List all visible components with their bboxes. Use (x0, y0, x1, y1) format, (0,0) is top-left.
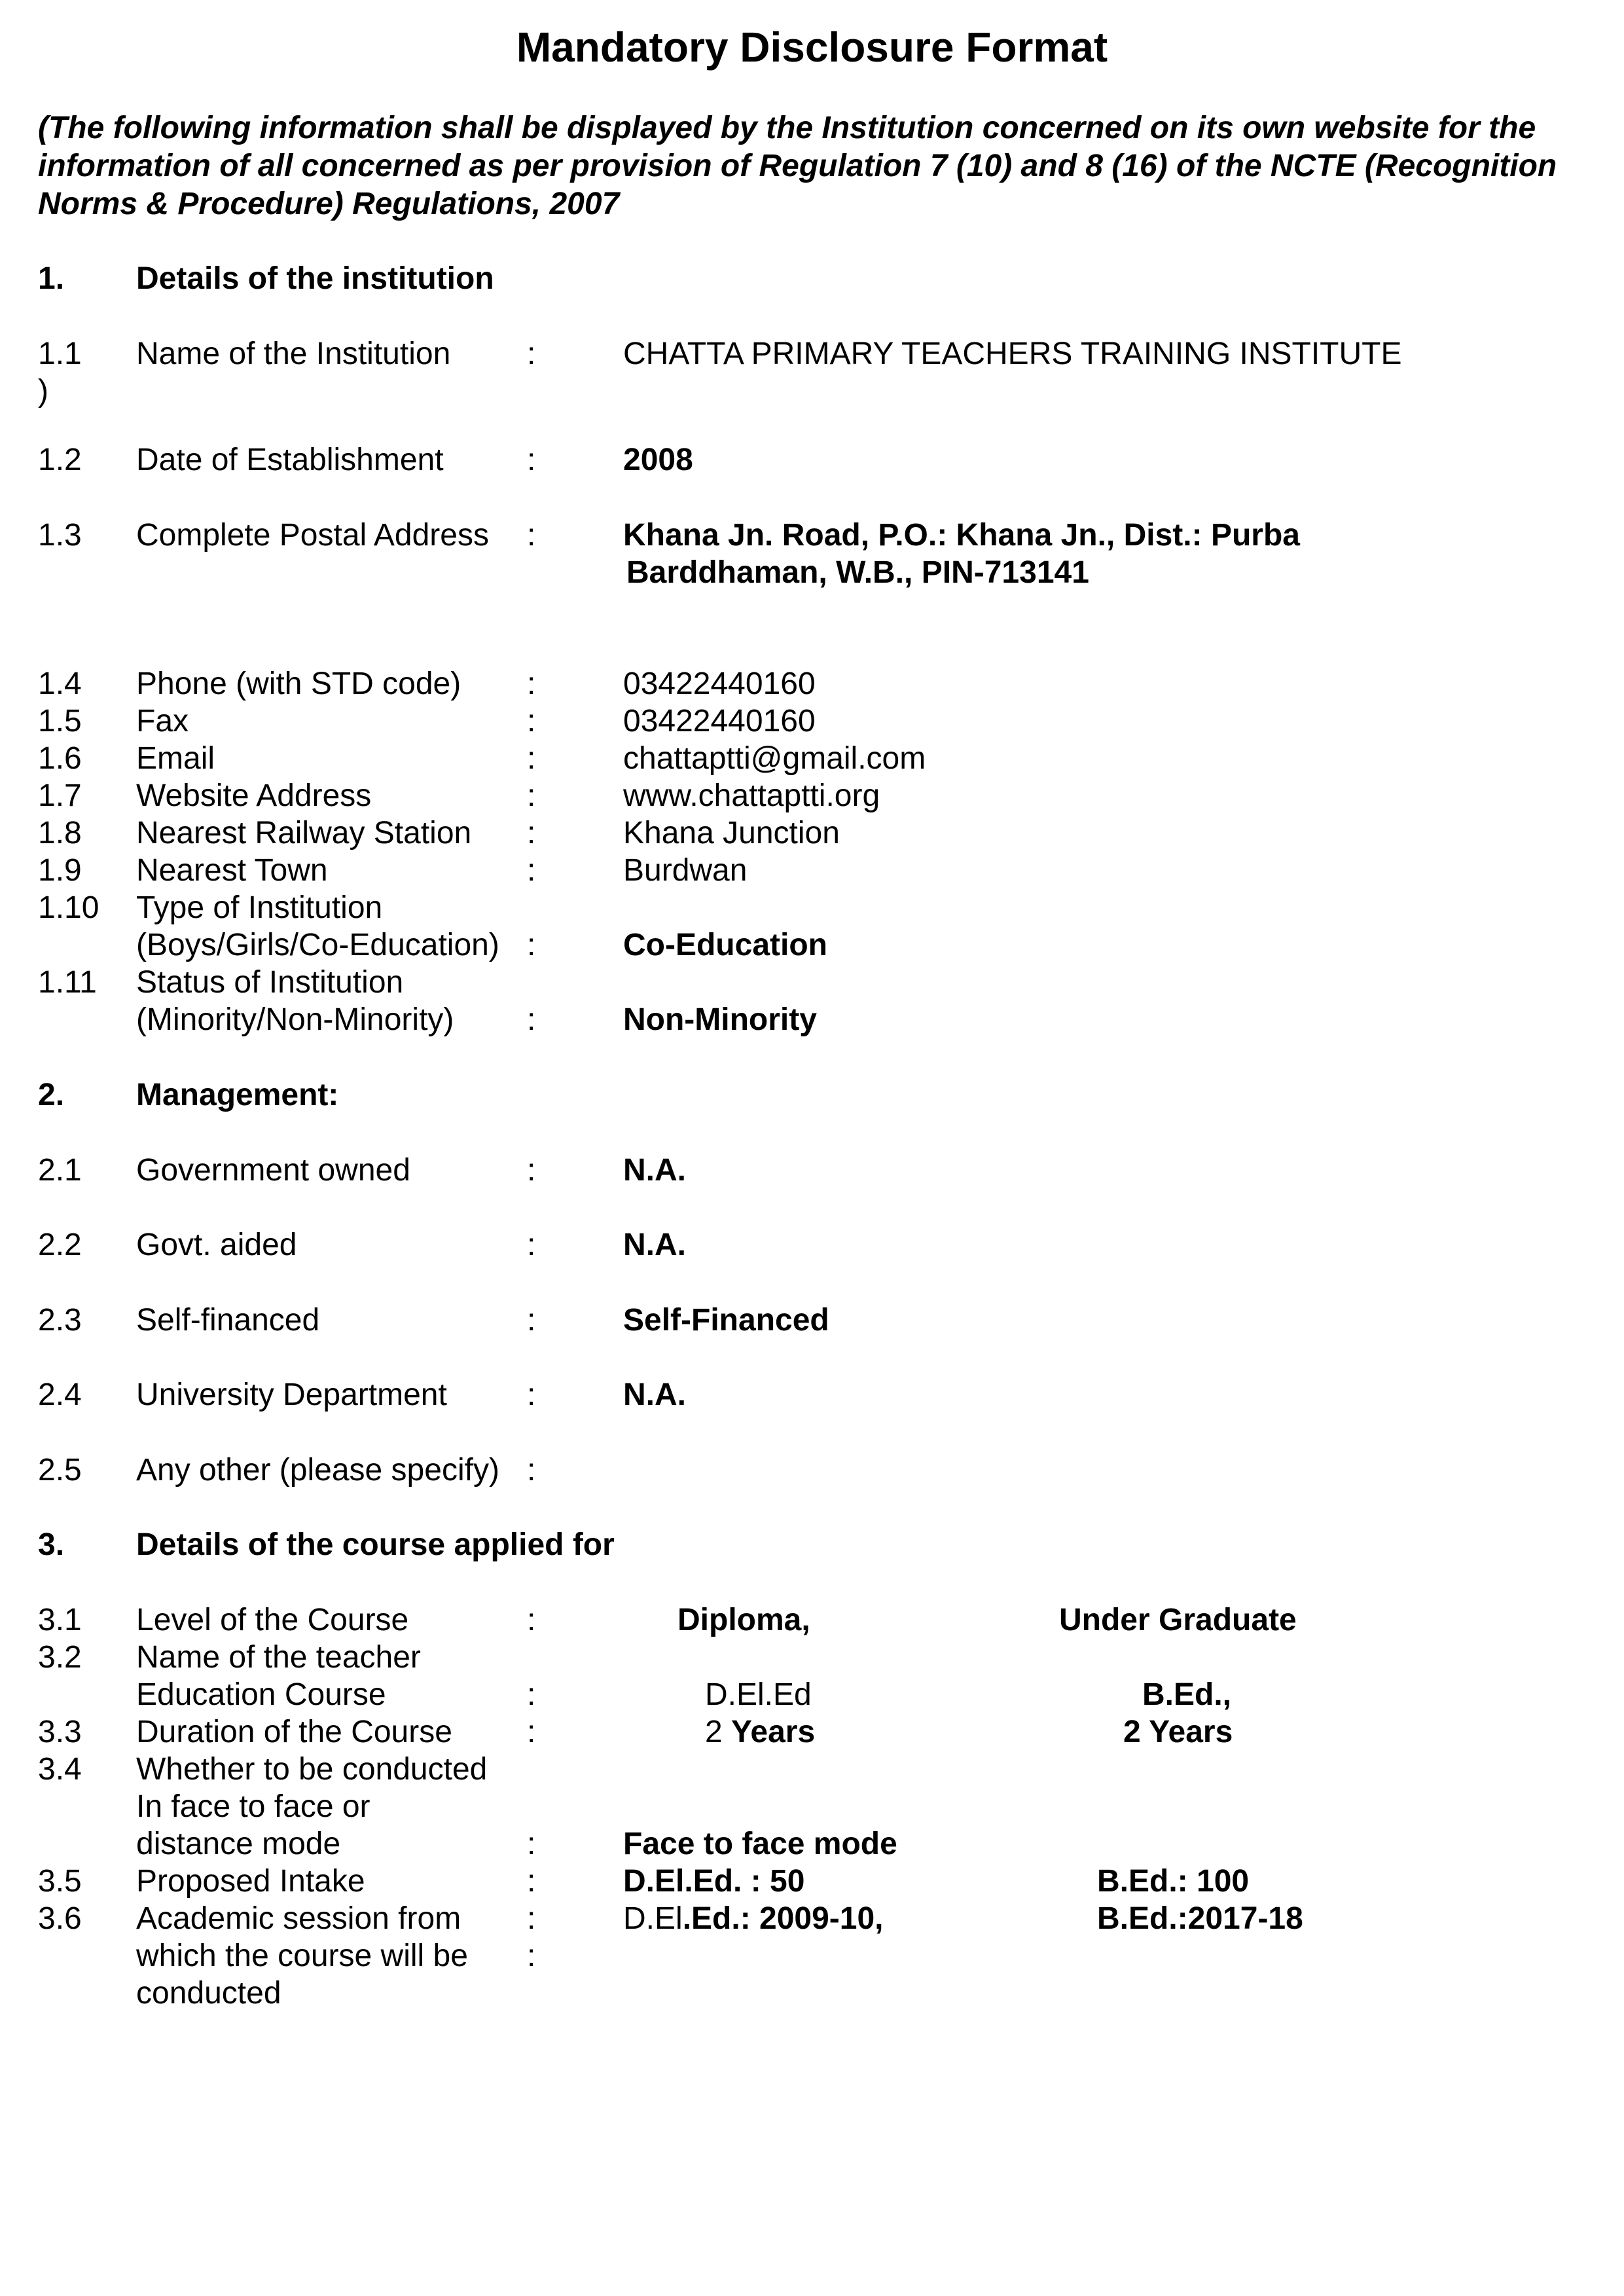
row-1-5-colon: : (527, 704, 536, 738)
row-1-4-label: Phone (with STD code) (136, 666, 461, 701)
duration-value-b: 2 Years (1123, 1715, 1233, 1749)
row-1-9-label: Nearest Town (136, 853, 328, 888)
govt-owned-value: N.A. (623, 1153, 686, 1188)
row-3-3-number: 3.3 (38, 1715, 82, 1749)
row-3-2-number: 3.2 (38, 1640, 82, 1675)
row-2-1-colon: : (527, 1153, 536, 1188)
fax-value: 03422440160 (623, 704, 816, 738)
intro-line-1: (The following information shall be displayed by the Institution concerned on its own website for the (38, 111, 1536, 145)
row-1-4-colon: : (527, 666, 536, 701)
row-3-2-label-line-1: Name of the teacher (136, 1640, 421, 1675)
row-3-4-label-line-2: In face to face or (136, 1789, 370, 1824)
row-1-2-number: 1.2 (38, 443, 82, 477)
section-3-number: 3. (38, 1527, 65, 1562)
row-3-3-label: Duration of the Course (136, 1715, 452, 1749)
row-1-9-number: 1.9 (38, 853, 82, 888)
duration-value-a-unit: Years (731, 1715, 816, 1749)
row-3-4-label-line-1: Whether to be conducted (136, 1752, 488, 1787)
session-value-a-rest: .Ed.: 2009-10, (682, 1901, 884, 1936)
row-3-5-label: Proposed Intake (136, 1864, 365, 1899)
session-value-b: B.Ed.:2017-18 (1097, 1901, 1303, 1936)
row-1-2-colon: : (527, 443, 536, 477)
row-1-10-label-line-2: (Boys/Girls/Co-Education) (136, 928, 499, 962)
row-2-4-number: 2.4 (38, 1377, 82, 1412)
row-1-4-number: 1.4 (38, 666, 82, 701)
course-name-value-a: D.El.Ed (705, 1677, 812, 1712)
section-1-heading: Details of the institution (136, 261, 494, 296)
row-3-6-label-line-2: which the course will be (136, 1939, 468, 1973)
institution-name: CHATTA PRIMARY TEACHERS TRAINING INSTITUTE (623, 337, 1402, 371)
row-1-7-colon: : (527, 778, 536, 813)
row-2-4-colon: : (527, 1377, 536, 1412)
row-2-2-colon: : (527, 1228, 536, 1262)
row-3-5-number: 3.5 (38, 1864, 82, 1899)
row-3-6-colon-2: : (527, 1939, 536, 1973)
row-1-1-colon: : (527, 337, 536, 371)
establishment-date: 2008 (623, 443, 693, 477)
row-1-11-label-line-1: Status of Institution (136, 965, 404, 1000)
duration-value-a (705, 1714, 815, 1751)
row-1-6-number: 1.6 (38, 741, 82, 776)
row-1-6-colon: : (527, 741, 536, 776)
row-2-2-number: 2.2 (38, 1228, 82, 1262)
row-2-3-label: Self-financed (136, 1303, 320, 1338)
row-1-11-colon: : (527, 1002, 536, 1037)
website-value: www.chattaptti.org (623, 778, 880, 813)
page-title: Mandatory Disclosure Format (516, 24, 1108, 71)
institution-status-value: Non-Minority (623, 1002, 817, 1037)
row-1-11-number: 1.11 (38, 965, 97, 1000)
phone-value: 03422440160 (623, 666, 816, 701)
row-1-5-label: Fax (136, 704, 189, 738)
row-1-1-number: 1.1 (38, 337, 82, 371)
row-3-1-colon: : (527, 1603, 536, 1637)
nearest-town-value: Burdwan (623, 853, 748, 888)
row-1-9-colon: : (527, 853, 536, 888)
session-value-a-prefix: D.El (623, 1901, 683, 1936)
row-1-11-label-line-2: (Minority/Non-Minority) (136, 1002, 454, 1037)
postal-address-line-1: Khana Jn. Road, P.O.: Khana Jn., Dist.: Purba (623, 518, 1300, 553)
section-3-heading: Details of the course applied for (136, 1527, 615, 1562)
course-level-value-b: Under Graduate (1059, 1603, 1297, 1637)
row-2-3-colon: : (527, 1303, 536, 1338)
row-1-8-number: 1.8 (38, 816, 82, 850)
row-1-3-label: Complete Postal Address (136, 518, 489, 553)
row-2-4-label: University Department (136, 1377, 447, 1412)
row-1-6-label: Email (136, 741, 215, 776)
institution-type-value: Co-Education (623, 928, 827, 962)
intake-value-b: B.Ed.: 100 (1097, 1864, 1250, 1899)
row-1-1-number-suffix: ) (38, 374, 48, 409)
intro-line-3: Norms & Procedure) Regulations, 2007 (38, 187, 620, 221)
row-3-4-number: 3.4 (38, 1752, 82, 1787)
row-2-2-label: Govt. aided (136, 1228, 297, 1262)
row-1-7-number: 1.7 (38, 778, 82, 813)
row-2-1-number: 2.1 (38, 1153, 82, 1188)
row-1-10-label-line-1: Type of Institution (136, 890, 383, 925)
row-3-2-colon: : (527, 1677, 536, 1712)
govt-aided-value: N.A. (623, 1228, 686, 1262)
intake-value-a: D.El.Ed. : 50 (623, 1864, 805, 1899)
row-1-2-label: Date of Establishment (136, 443, 444, 477)
duration-value-a-number: 2 (705, 1715, 723, 1749)
row-2-1-label: Government owned (136, 1153, 410, 1188)
row-3-1-number: 3.1 (38, 1603, 82, 1637)
intro-line-2: information of all concerned as per provision of Regulation 7 (10) and 8 (16) of the NCTE (Recognition (38, 149, 1557, 183)
mode-value: Face to face mode (623, 1827, 897, 1861)
row-3-5-colon: : (527, 1864, 536, 1899)
row-3-6-label-line-1: Academic session from (136, 1901, 461, 1936)
row-3-6-number: 3.6 (38, 1901, 82, 1936)
row-3-2-label-line-2: Education Course (136, 1677, 386, 1712)
row-1-8-colon: : (527, 816, 536, 850)
self-financed-value: Self-Financed (623, 1303, 829, 1338)
email-value: chattaptti@gmail.com (623, 741, 926, 776)
row-2-5-label: Any other (please specify) (136, 1453, 499, 1487)
row-1-5-number: 1.5 (38, 704, 82, 738)
row-1-7-label: Website Address (136, 778, 372, 813)
course-level-value-a: Diploma, (677, 1603, 810, 1637)
section-1-number: 1. (38, 261, 65, 296)
row-1-10-colon: : (527, 928, 536, 962)
section-2-number: 2. (38, 1078, 65, 1112)
session-value-a (623, 1901, 884, 1937)
row-3-3-colon: : (527, 1715, 536, 1749)
railway-station-value: Khana Junction (623, 816, 840, 850)
row-3-6-label-line-3: conducted (136, 1976, 281, 2011)
row-2-5-number: 2.5 (38, 1453, 82, 1487)
row-1-1-label: Name of the Institution (136, 337, 451, 371)
course-name-value-b: B.Ed., (1142, 1677, 1232, 1712)
postal-address-line-2: Barddhaman, W.B., PIN-713141 (626, 555, 1089, 590)
row-3-4-label-line-3: distance mode (136, 1827, 341, 1861)
row-2-3-number: 2.3 (38, 1303, 82, 1338)
row-1-3-colon: : (527, 518, 536, 553)
university-dept-value: N.A. (623, 1377, 686, 1412)
row-2-5-colon: : (527, 1453, 536, 1487)
row-1-3-number: 1.3 (38, 518, 82, 553)
row-3-4-colon: : (527, 1827, 536, 1861)
row-1-8-label: Nearest Railway Station (136, 816, 472, 850)
section-2-heading: Management: (136, 1078, 339, 1112)
row-3-1-label: Level of the Course (136, 1603, 409, 1637)
row-1-10-number: 1.10 (38, 890, 99, 925)
row-3-6-colon-1: : (527, 1901, 536, 1936)
